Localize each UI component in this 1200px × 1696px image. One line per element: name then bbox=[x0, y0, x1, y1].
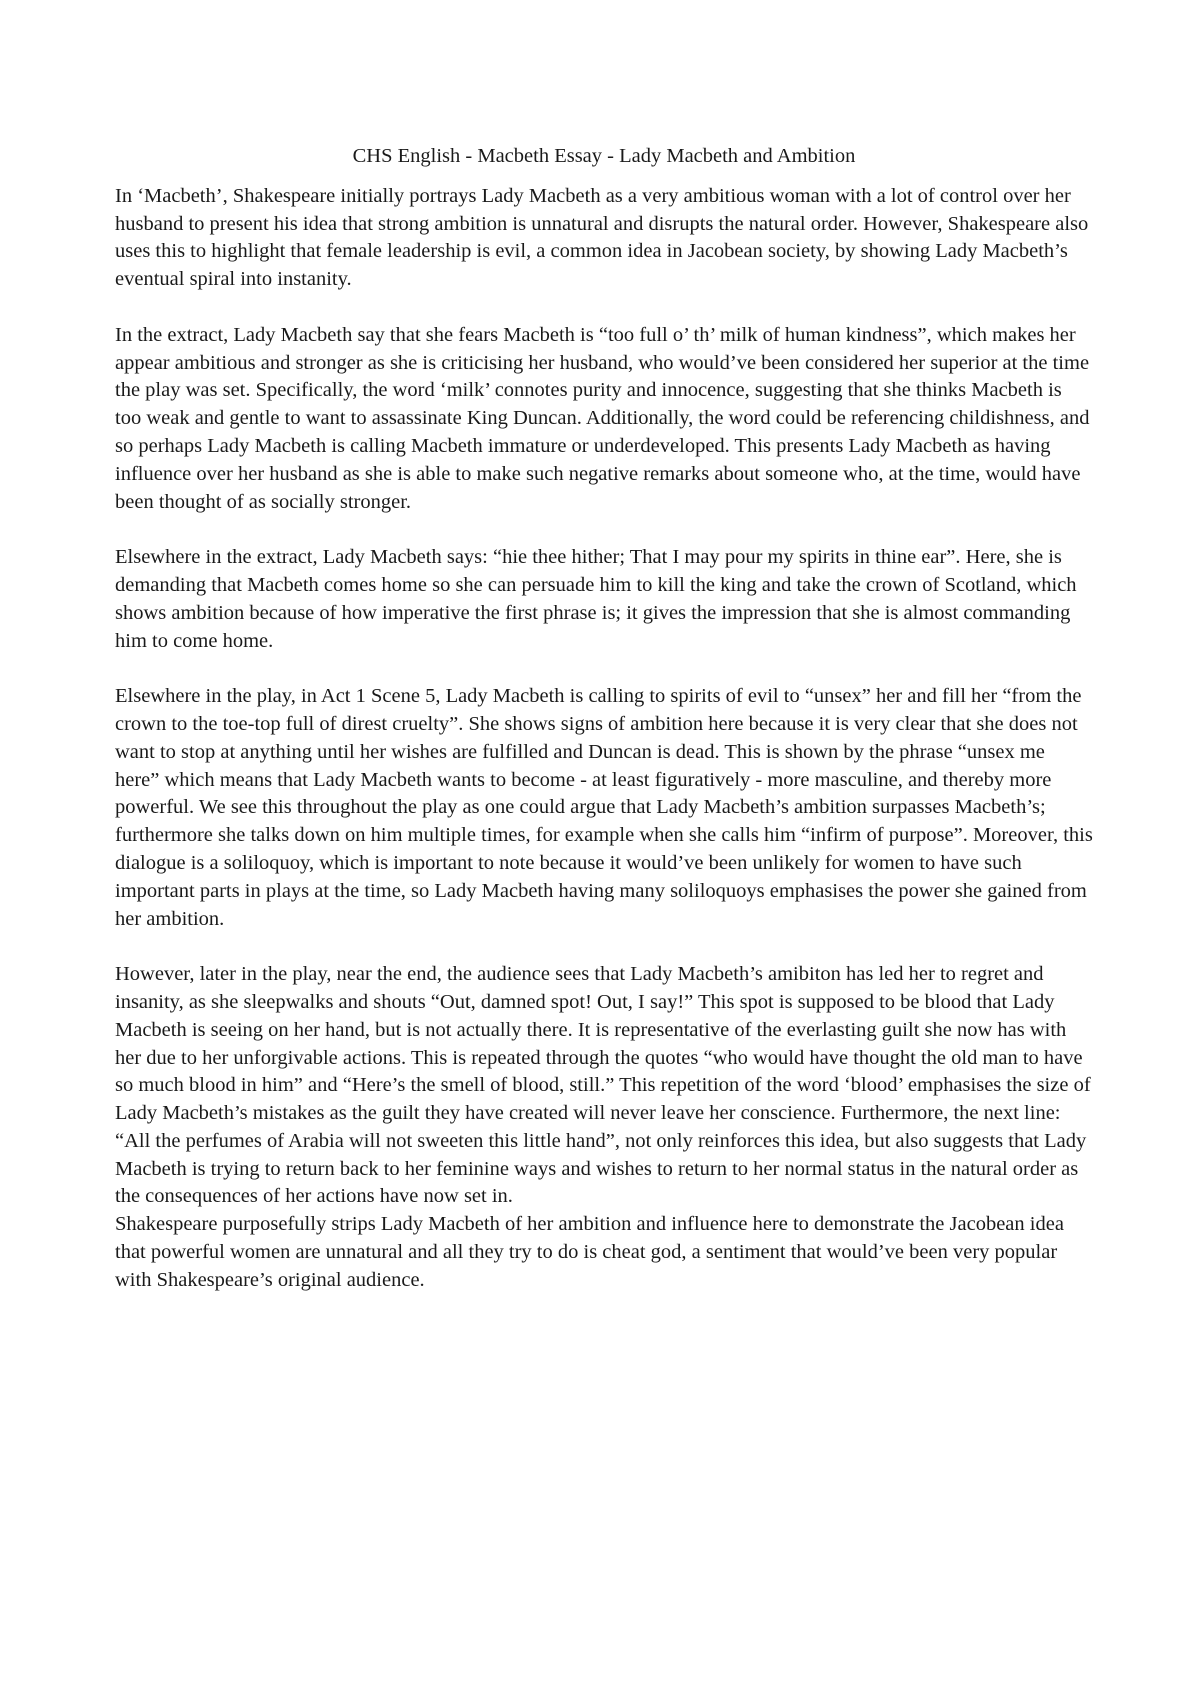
essay-body bbox=[115, 143, 1093, 1322]
essay-paragraph-2: In the extract, Lady Macbeth say that she fears Macbeth is “too full o’ th’ milk of human kindness”, which makes her appear ambitious and stronger as she is criticising her husband, who would’ve been considered her superior at the time the play was set. Specifically, the word ‘milk’ connotes purity and innocence, suggesting that she thinks Macbeth is too weak and gentle to want to assassinate King Duncan. Additionally, the word could be referencing childishness, and so perhaps Lady Macbeth is calling Macbeth immature or underdeveloped. This presents Lady Macbeth as having influence over her husband as she is able to make such negative remarks about someone who, at the time, would have been thought of as socially stronger. bbox=[115, 323, 1090, 513]
essay-title: CHS English - Macbeth Essay - Lady Macbeth and Ambition bbox=[352, 145, 856, 167]
essay-paragraph-3: Elsewhere in the extract, Lady Macbeth says: “hie thee hither; That I may pour my spirits in thine ear”. Here, she is demanding that Macbeth comes home so she can persuade him to kill the king and take the crown of Scotland, which shows ambition because of how imperative the first phrase is; it gives the impression that she is almost commanding him to come home. bbox=[115, 546, 1077, 652]
essay-paragraph-4: Elsewhere in the play, in Act 1 Scene 5, Lady Macbeth is calling to spirits of evil to “unsex” her and fill her “from the crown to the toe-top full of direst cruelty”. She shows signs of ambition here because it is very clear that she does not want to stop at anything until her wishes are fulfilled and Duncan is dead. This is shown by the phrase “unsex me here” which means that Lady Macbeth wants to become - at least figuratively - more masculine, and thereby more powerful. We see this throughout the play as one could argue that Lady Macbeth’s ambition surpasses Macbeth’s; furthermore she talks down on him multiple times, for example when she calls him “infirm of purpose”. Moreover, this dialogue is a soliloquoy, which is important to note because it would’ve been unlikely for women to have such important parts in plays at the time, so Lady Macbeth having many soliloquoys emphasises the power she gained from her ambition. bbox=[115, 685, 1093, 930]
essay-paragraph-5: However, later in the play, near the end, the audience sees that Lady Macbeth’s amibiton has led her to regret and insanity, as she sleepwalks and shouts “Out, damned spot! Out, I say!” This spot is supposed to be blood that Lady Macbeth is seeing on her hand, but is not actually there. It is representative of the everlasting guilt she now has with her due to her unforgivable actions. This is repeated through the quotes “who would have thought the old man to have so much blood in him” and “Here’s the smell of blood, still.” This repetition of the word ‘blood’ emphasises the size of Lady Macbeth’s mistakes as the guilt they have created will never leave her conscience. Furthermore, the next line: “All the perfumes of Arabia will not sweeten this little hand”, not only reinforces this idea, but also suggests that Lady Macbeth is trying to return back to her feminine ways and wishes to return to her normal status in the natural order as the consequences of her actions have now set in. bbox=[115, 963, 1091, 1208]
essay-paragraph-6: Shakespeare purposefully strips Lady Macbeth of her ambition and influence here to demonstrate the Jacobean idea that powerful women are unnatural and all they try to do is cheat god, a sentiment that would’ve been very popular with Shakespeare’s original audience. bbox=[115, 1213, 1064, 1291]
essay-paragraph-1: In ‘Macbeth’, Shakespeare initially portrays Lady Macbeth as a very ambitious woman with a lot of control over her husband to present his idea that strong ambition is unnatural and disrupts the natural order. However, Shakespeare also uses this to highlight that female leadership is evil, a common idea in Jacobean society, by showing Lady Macbeth’s eventual spiral into instanity. bbox=[115, 184, 1089, 291]
